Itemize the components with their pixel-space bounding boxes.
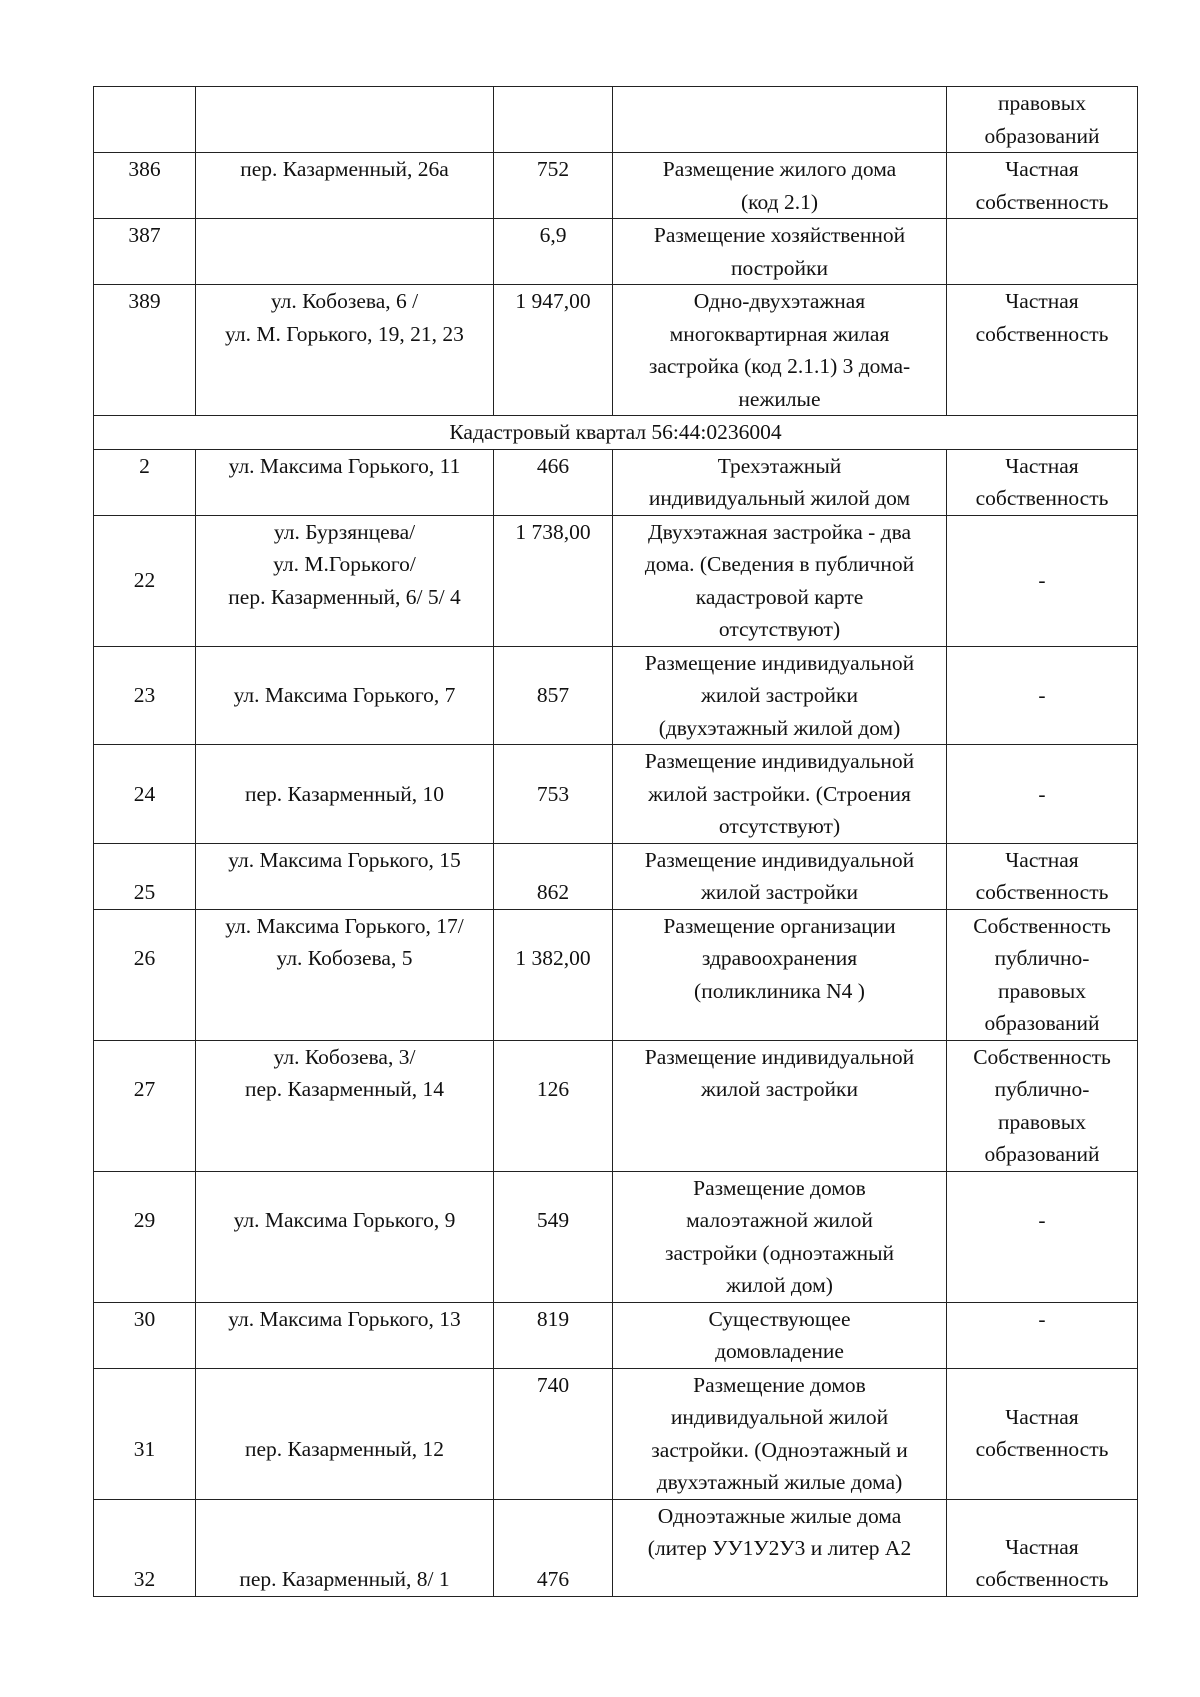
- table-row: [94, 153, 1138, 219]
- area-cell: 862: [494, 843, 613, 909]
- land-use-cell: Одноэтажные жилые дома (литер УУ1У2У3 и литер А2: [613, 1499, 947, 1596]
- ownership-cell: -: [947, 1302, 1138, 1368]
- land-use-cell: Размещение индивидуальной жилой застройки. (Строения отсутствуют): [613, 745, 947, 844]
- cadastral-quarter-heading: Кадастровый квартал 56:44:0236004: [94, 416, 1138, 450]
- area-cell: 1 947,00: [494, 285, 613, 416]
- land-use-cell: Размещение организации здравоохранения (поликлиника N4 ): [613, 909, 947, 1040]
- row-number: 24: [94, 745, 196, 844]
- address-cell: ул. Максима Горького, 15: [196, 843, 494, 909]
- ownership-cell: -: [947, 646, 1138, 745]
- ownership-cell: Частная собственность: [947, 449, 1138, 515]
- address-cell: пер. Казарменный, 12: [196, 1368, 494, 1499]
- ownership-cell: Частная собственность: [947, 843, 1138, 909]
- ownership-cell: Частная собственность: [947, 1499, 1138, 1596]
- table-row: [94, 1171, 1138, 1302]
- land-plots-table: [93, 86, 1138, 1597]
- land-use-cell: Размещение индивидуальной жилой застройки: [613, 1040, 947, 1171]
- address-cell: ул. Бурзянцева/ ул. М.Горького/ пер. Казарменный, 6/ 5/ 4: [196, 515, 494, 646]
- table-row: [94, 1302, 1138, 1368]
- row-number: 29: [94, 1171, 196, 1302]
- address-cell: ул. Кобозева, 3/ пер. Казарменный, 14: [196, 1040, 494, 1171]
- area-cell: 740: [494, 1368, 613, 1499]
- land-use-cell: Размещение хозяйственной постройки: [613, 219, 947, 285]
- table-row: [94, 1499, 1138, 1596]
- address-cell: ул. Максима Горького, 11: [196, 449, 494, 515]
- row-number: 23: [94, 646, 196, 745]
- area-cell: [494, 87, 613, 153]
- row-number: 32: [94, 1499, 196, 1596]
- area-cell: 752: [494, 153, 613, 219]
- land-use-cell: Размещение индивидуальной жилой застройки: [613, 843, 947, 909]
- land-use-cell: [613, 87, 947, 153]
- row-number: 30: [94, 1302, 196, 1368]
- address-cell: ул. Максима Горького, 7: [196, 646, 494, 745]
- area-cell: 819: [494, 1302, 613, 1368]
- land-use-cell: Размещение индивидуальной жилой застройки (двухэтажный жилой дом): [613, 646, 947, 745]
- row-number: 387: [94, 219, 196, 285]
- row-number: 26: [94, 909, 196, 1040]
- ownership-cell: -: [947, 745, 1138, 844]
- row-number: 27: [94, 1040, 196, 1171]
- table-row: [94, 1040, 1138, 1171]
- land-use-cell: Трехэтажный индивидуальный жилой дом: [613, 449, 947, 515]
- row-number: 22: [94, 515, 196, 646]
- table-row: [94, 843, 1138, 909]
- address-cell: [196, 219, 494, 285]
- area-cell: 1 738,00: [494, 515, 613, 646]
- ownership-cell: Частная собственность: [947, 1368, 1138, 1499]
- ownership-cell: [947, 219, 1138, 285]
- area-cell: 1 382,00: [494, 909, 613, 1040]
- ownership-cell: правовых образований: [947, 87, 1138, 153]
- ownership-cell: Собственность публично- правовых образований: [947, 1040, 1138, 1171]
- ownership-cell: Частная собственность: [947, 153, 1138, 219]
- ownership-cell: -: [947, 1171, 1138, 1302]
- table-row: [94, 745, 1138, 844]
- address-cell: ул. Максима Горького, 17/ ул. Кобозева, 5: [196, 909, 494, 1040]
- ownership-cell: -: [947, 515, 1138, 646]
- area-cell: 466: [494, 449, 613, 515]
- row-number: 386: [94, 153, 196, 219]
- section-row: [94, 416, 1138, 450]
- address-cell: [196, 87, 494, 153]
- area-cell: 126: [494, 1040, 613, 1171]
- table-row: [94, 515, 1138, 646]
- land-use-cell: Размещение домов малоэтажной жилой застройки (одноэтажный жилой дом): [613, 1171, 947, 1302]
- area-cell: 6,9: [494, 219, 613, 285]
- land-use-cell: Двухэтажная застройка - два дома. (Сведения в публичной кадастровой карте отсутствуют): [613, 515, 947, 646]
- table-row: [94, 449, 1138, 515]
- land-use-cell: Одно-двухэтажная многоквартирная жилая застройка (код 2.1.1) 3 дома- нежилые: [613, 285, 947, 416]
- row-number: 31: [94, 1368, 196, 1499]
- area-cell: 753: [494, 745, 613, 844]
- table-row: [94, 909, 1138, 1040]
- ownership-cell: Собственность публично- правовых образований: [947, 909, 1138, 1040]
- address-cell: ул. Максима Горького, 13: [196, 1302, 494, 1368]
- area-cell: 476: [494, 1499, 613, 1596]
- land-use-cell: Существующее домовладение: [613, 1302, 947, 1368]
- row-number: 25: [94, 843, 196, 909]
- ownership-cell: Частная собственность: [947, 285, 1138, 416]
- address-cell: ул. Кобозева, 6 / ул. М. Горького, 19, 21, 23: [196, 285, 494, 416]
- land-use-cell: Размещение жилого дома (код 2.1): [613, 153, 947, 219]
- area-cell: 857: [494, 646, 613, 745]
- row-number: 389: [94, 285, 196, 416]
- table-row: [94, 285, 1138, 416]
- row-number: [94, 87, 196, 153]
- area-cell: 549: [494, 1171, 613, 1302]
- table-row: [94, 219, 1138, 285]
- address-cell: ул. Максима Горького, 9: [196, 1171, 494, 1302]
- land-use-cell: Размещение домов индивидуальной жилой застройки. (Одноэтажный и двухэтажный жилые дома): [613, 1368, 947, 1499]
- address-cell: пер. Казарменный, 26а: [196, 153, 494, 219]
- address-cell: пер. Казарменный, 10: [196, 745, 494, 844]
- table-row: [94, 646, 1138, 745]
- row-number: 2: [94, 449, 196, 515]
- address-cell: пер. Казарменный, 8/ 1: [196, 1499, 494, 1596]
- table-row: [94, 1368, 1138, 1499]
- table-row: [94, 87, 1138, 153]
